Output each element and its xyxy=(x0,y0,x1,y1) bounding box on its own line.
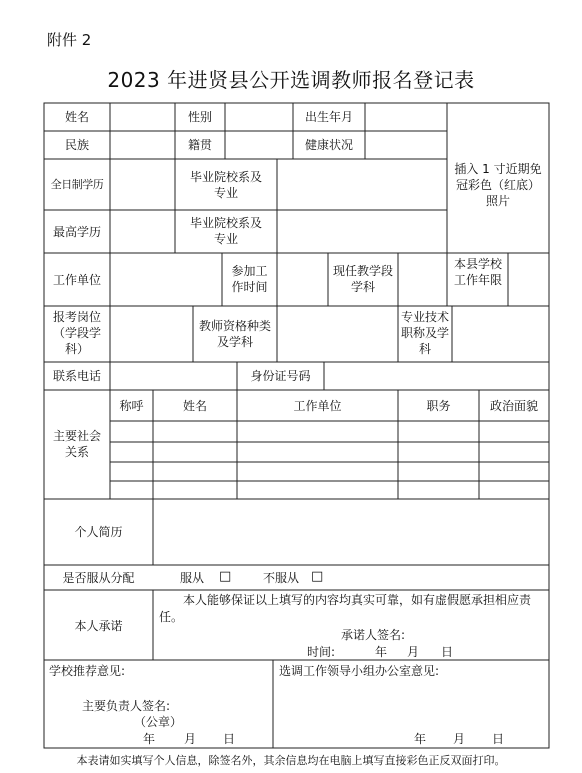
label-name: 姓名 xyxy=(64,110,89,124)
obey-yes-label: 服从 xyxy=(180,571,205,585)
label-fulltime-edu: 全日制学历 xyxy=(50,178,104,191)
label-teach-subject: 现任教学段学科 xyxy=(333,264,394,294)
label-teacher-cert: 教师资格种类及学科 xyxy=(198,319,271,349)
promise-text: 本人能够保证以上填写的内容均真实可靠，如有虚假愿承担相应责任。 xyxy=(159,593,532,624)
office-year: 年 xyxy=(414,732,427,746)
promise-year: 年 xyxy=(375,645,388,659)
obey-no-label: 不服从 xyxy=(263,571,300,585)
label-resume: 个人简历 xyxy=(74,525,123,539)
attachment-label: 附件 2 xyxy=(47,31,92,49)
label-promise: 本人承诺 xyxy=(74,619,123,633)
label-ethnicity: 民族 xyxy=(64,138,89,152)
photo-placeholder[interactable]: 插入 1 寸近期免冠彩色（红底）照片 xyxy=(454,162,542,208)
school-month: 月 xyxy=(184,732,197,746)
promise-time-label: 时间: xyxy=(307,645,336,659)
label-work-start: 参加工作时间 xyxy=(231,264,268,294)
label-grad-school-2: 毕业院校系及专业 xyxy=(189,216,262,246)
social-header-position: 职务 xyxy=(426,399,451,413)
school-year: 年 xyxy=(143,732,156,746)
label-apply-post: 报考岗位（学段学科） xyxy=(52,310,101,356)
obey-yes-checkbox[interactable]: □ xyxy=(219,569,232,584)
label-highest-edu: 最高学历 xyxy=(52,225,101,239)
label-health: 健康状况 xyxy=(304,138,353,152)
label-social-relations: 主要社会关系 xyxy=(52,429,101,459)
label-leader-sign: 主要负责人签名: xyxy=(82,699,171,713)
office-day: 日 xyxy=(492,732,505,746)
social-header-political: 政治面貌 xyxy=(489,399,538,413)
footnote: 本表请如实填写个人信息，除签名外，其余信息均在电脑上填写直接彩色正反双面打印。 xyxy=(76,754,506,767)
label-county-years: 本县学校工作年限 xyxy=(453,257,502,287)
label-seal: （公章） xyxy=(134,715,183,729)
label-native-place: 籍贯 xyxy=(187,138,212,152)
social-header-title: 称呼 xyxy=(119,399,144,413)
label-birth: 出生年月 xyxy=(304,110,353,124)
label-obey: 是否服从分配 xyxy=(62,571,135,585)
label-id-number: 身份证号码 xyxy=(250,369,311,383)
label-phone: 联系电话 xyxy=(52,369,101,383)
label-office-opinion: 选调工作领导小组办公室意见: xyxy=(279,664,440,678)
label-pro-title: 专业技术职称及学科 xyxy=(401,310,450,356)
promise-month: 月 xyxy=(407,645,420,659)
school-day: 日 xyxy=(223,732,236,746)
form-title: 2023 年进贤县公开选调教师报名登记表 xyxy=(107,68,475,92)
social-header-name: 姓名 xyxy=(182,399,207,413)
label-school-opinion: 学校推荐意见: xyxy=(49,664,126,678)
office-month: 月 xyxy=(453,732,466,746)
social-header-work-unit: 工作单位 xyxy=(293,399,342,413)
label-gender: 性别 xyxy=(187,110,212,124)
promise-day: 日 xyxy=(441,645,454,659)
label-work-unit: 工作单位 xyxy=(52,273,101,287)
label-grad-school: 毕业院校系及专业 xyxy=(189,170,262,200)
obey-no-checkbox[interactable]: □ xyxy=(311,569,324,584)
promise-signer-label: 承诺人签名: xyxy=(341,628,406,642)
